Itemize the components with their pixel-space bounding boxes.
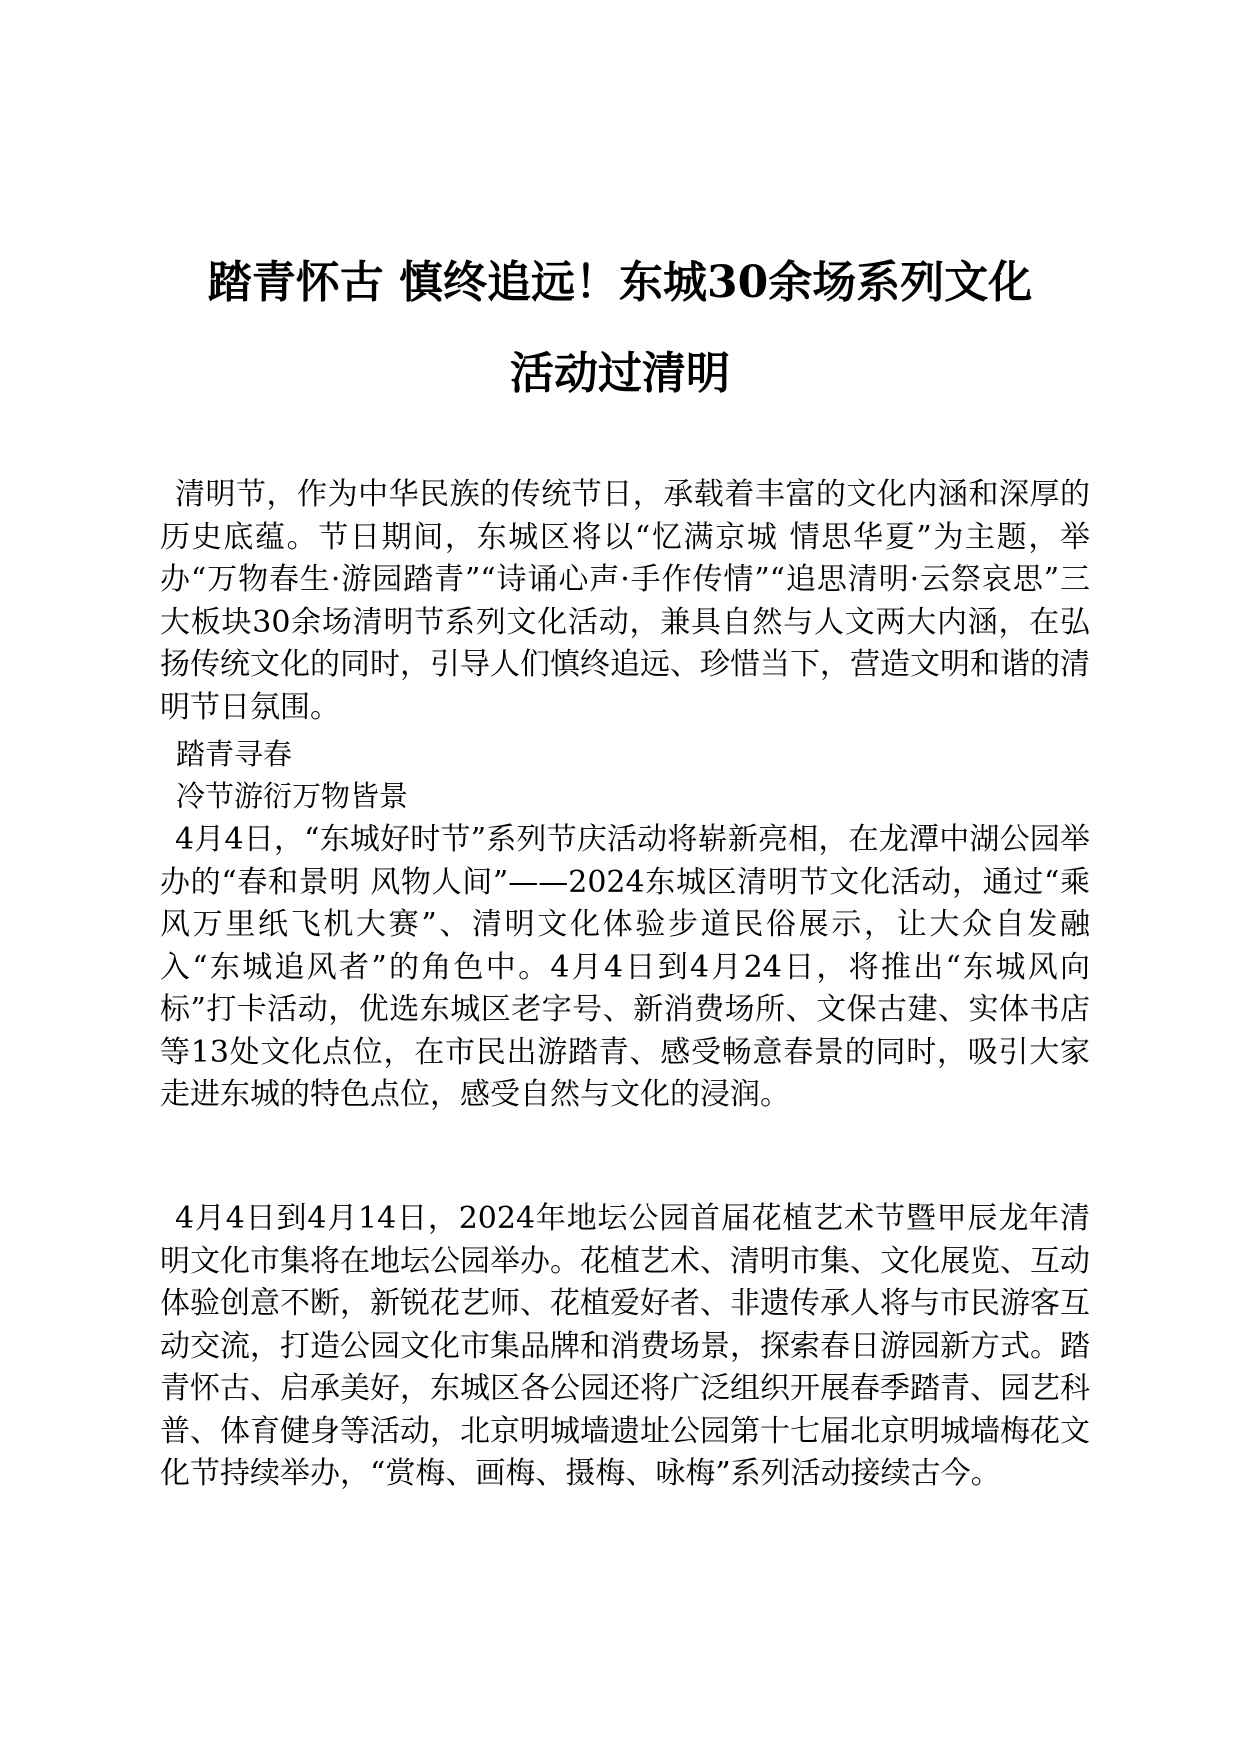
- paragraph-ditan-festival: 4月4日到4月14日，2024年地坛公园首届花植艺术节暨甲辰龙年清明文化市集将在地坛公园举办。花植艺术、清明市集、文化展览、互动体验创意不断，新锐花艺师、花植爱好者、非遗传承人将与市民游客互动交流，打造公园文化市集品牌和消费场景，探索春日游园新方式。踏青怀古、启承美好，东城区各公园还将广泛组织开展春季踏青、园艺科普、体育健身等活动，北京明城墙遗址公园第十七届北京明城墙梅花文化节持续举办，“赏梅、画梅、摄梅、咏梅”系列活动接续古今。: [160, 1201, 1090, 1491]
- article-title-line-2: 活动过清明: [510, 348, 730, 399]
- paragraph-intro: 清明节，作为中华民族的传统节日，承载着丰富的文化内涵和深厚的历史底蕴。节日期间，东城区将以“忆满京城 情思华夏”为主题，举办“万物春生·游园踏青”“诗诵心声·手作传情”“追思清明·云祭哀思”三大板块30余场清明节系列文化活动，兼具自然与人文两大内涵，在弘扬传统文化的同时，引导人们慎终追远、珍惜当下，营造文明和谐的清明节日氛围。: [160, 477, 1090, 725]
- article-title-line-1: 踏青怀古 慎终追远！东城30余场系列文化: [207, 257, 1033, 308]
- paragraph-longtan-event: 4月4日，“东城好时节”系列节庆活动将崭新亮相，在龙潭中湖公园举办的“春和景明 风物人间”——2024东城区清明节文化活动，通过“乘风万里纸飞机大赛”、清明文化体验步道民俗展示，让大众自发融入“东城追风者”的角色中。4月4日到4月24日，将推出“东城风向标”打卡活动，优选东城区老字号、新消费场所、文保古建、实体书店等13处文化点位，在市民出游踏青、感受畅意春景的同时，吸引大家走进东城的特色点位，感受自然与文化的浸润。: [160, 822, 1090, 1112]
- section-subheading-scenery: 冷节游衍万物皆景: [176, 779, 409, 813]
- section-heading-spring-outing: 踏青寻春: [176, 737, 293, 771]
